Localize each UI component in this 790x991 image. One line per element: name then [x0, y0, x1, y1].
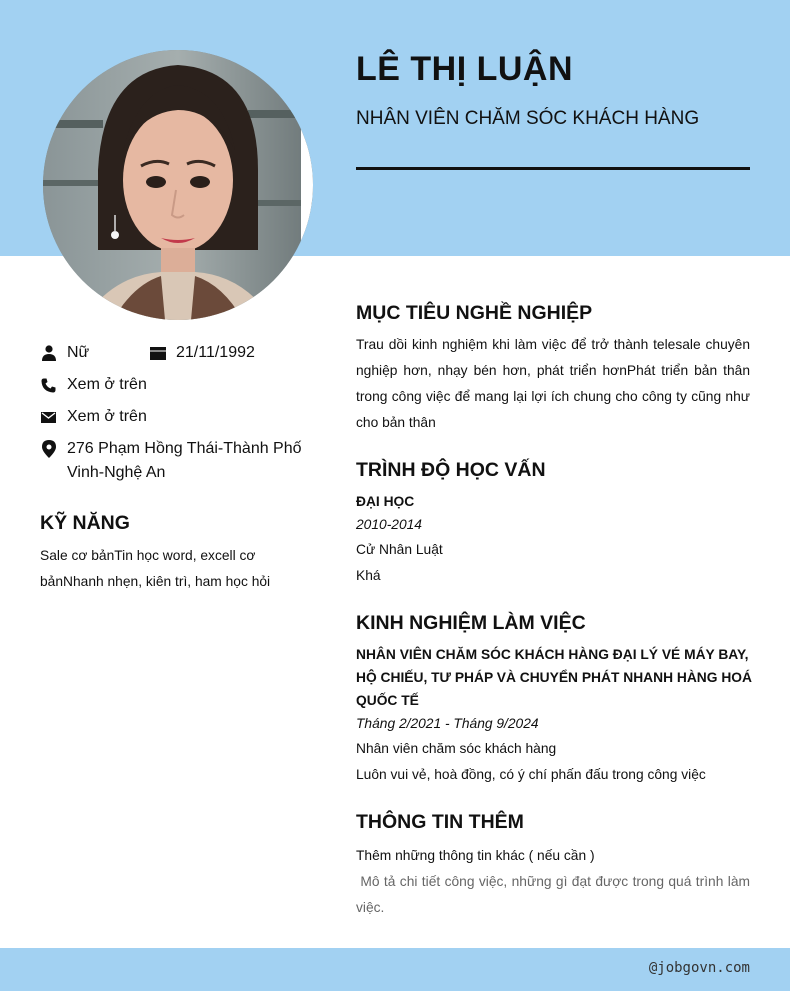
mail-icon: [40, 405, 57, 429]
phone-icon: [40, 373, 57, 397]
skills-heading: KỸ NĂNG: [40, 512, 130, 534]
gender-row: [40, 341, 89, 365]
candidate-name: LÊ THỊ LUẬN: [356, 50, 574, 88]
experience-company: NHÂN VIÊN CHĂM SÓC KHÁCH HÀNG ĐẠI LÝ VÉ MÁY BAY, HỘ CHIẾU, TƯ PHÁP VÀ CHUYỂN PHÁT NHANH HÀNG HOÁ QUỐC TẾ: [356, 647, 752, 708]
experience-heading: KINH NGHIỆM LÀM VIỆC: [356, 612, 586, 634]
profile-photo: [43, 50, 313, 320]
education-heading: TRÌNH ĐỘ HỌC VẤN: [356, 459, 546, 481]
address-row: [40, 437, 310, 485]
education-degree: Cử Nhân Luật: [356, 542, 443, 557]
footer-watermark: @jobgovn.com: [648, 960, 750, 976]
experience-description: Luôn vui vẻ, hoà đồng, có ý chí phấn đấu trong công việc: [356, 767, 706, 782]
objective-heading: MỤC TIÊU NGHỀ NGHIỆP: [356, 302, 593, 324]
job-title: NHÂN VIÊN CHĂM SÓC KHÁCH HÀNG: [356, 108, 700, 129]
email-value: Xem ở trên: [67, 408, 147, 425]
education-period: 2010-2014: [356, 517, 422, 532]
education-grade: Khá: [356, 568, 381, 583]
email-row: [40, 405, 147, 429]
experience-position: Nhân viên chăm sóc khách hàng: [356, 741, 557, 756]
calendar-icon: [149, 341, 166, 365]
education-school: ĐẠI HỌC: [356, 494, 415, 509]
title-divider: [356, 167, 750, 170]
person-icon: [40, 341, 57, 365]
skills-text: Sale cơ bảnTin học word, excell cơ bảnNhanh nhẹn, kiên trì, ham học hỏi: [40, 548, 271, 589]
birthday-value: 21/11/1992: [176, 344, 255, 361]
objective-text: Trau dồi kinh nghiệm khi làm việc để trở thành telesale chuyên nghiệp hơn, nhạy bén hơn, phát triển hơnPhát triển bản thân trong công việc để mang lại lợi ích chung cho công ty cũng như cho bản thân: [356, 337, 750, 430]
additional-line-2: Mô tả chi tiết công việc, những gì đạt được trong quá trình làm việc.: [356, 874, 754, 915]
birthday-row: [149, 341, 255, 365]
phone-value: Xem ở trên: [67, 376, 147, 393]
gender-value: Nữ: [67, 344, 90, 361]
location-pin-icon: [40, 437, 57, 461]
address-value: 276 Phạm Hồng Thái-Thành Phố Vinh-Nghệ An: [67, 440, 302, 481]
experience-period: Tháng 2/2021 - Tháng 9/2024: [356, 716, 539, 731]
phone-row: [40, 373, 147, 397]
additional-line-1: Thêm những thông tin khác ( nếu cần ): [356, 848, 595, 863]
additional-heading: THÔNG TIN THÊM: [356, 811, 524, 833]
